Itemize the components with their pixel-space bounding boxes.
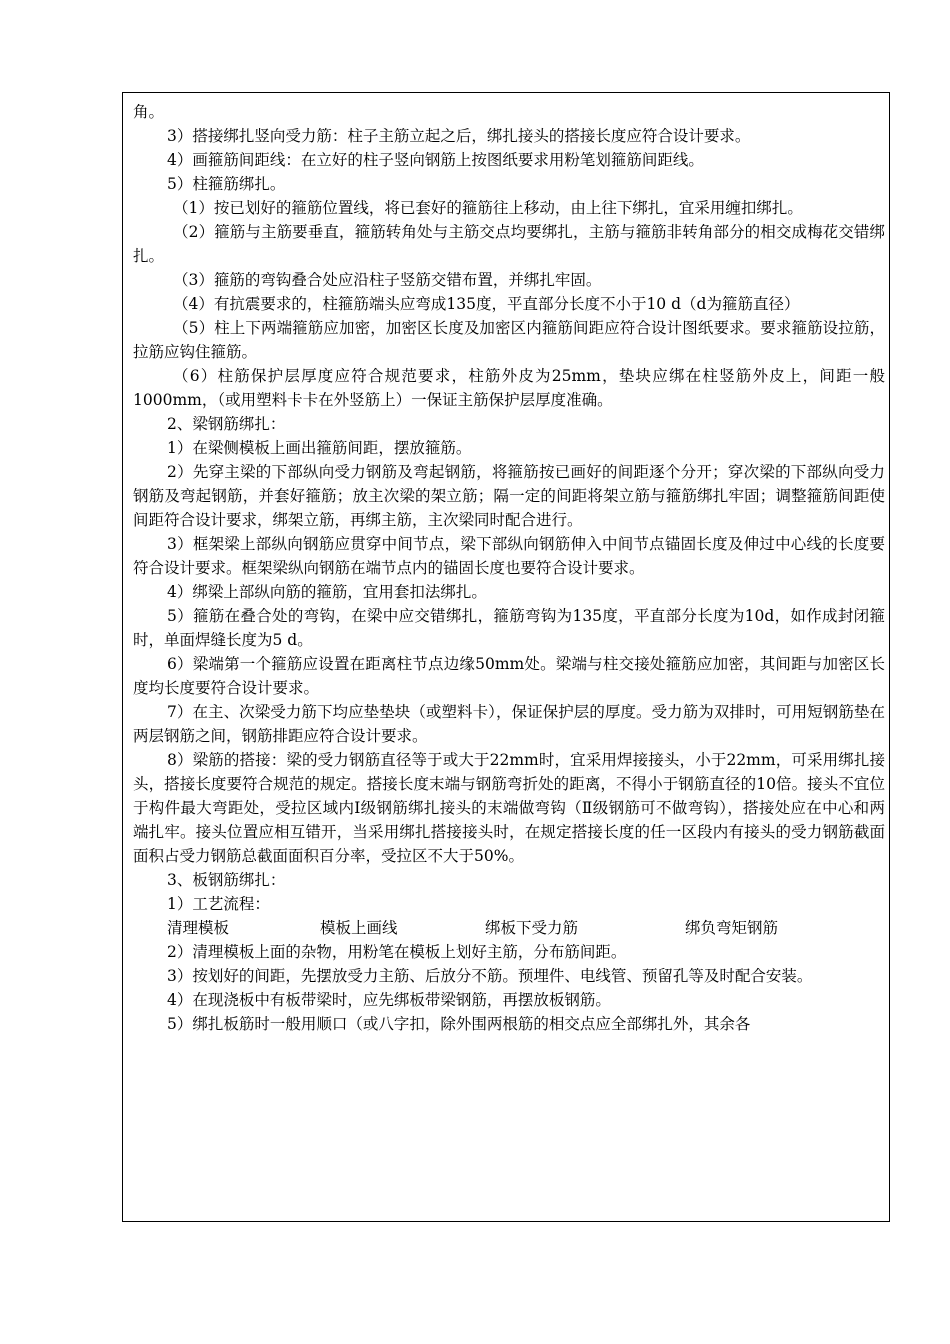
paragraph: 8）梁筋的搭接：梁的受力钢筋直径等于或大于22mm时，宜采用焊接接头，小于22mm，可采用绑扎接头，搭接长度要符合规范的规定。搭接长度末端与钢筋弯折处的距离，不得小于钢筋直径的10倍。接头不宜位于构件最大弯距处，受拉区域内Ⅰ级钢筋绑扎接头的末端做弯钩（Ⅱ级钢筋可不做弯钩），搭接处应在中心和两端扎牢。接头位置应相互错开，当采用绑扎搭接接头时，在规定搭接长度的任一区段内有接头的受力钢筋截面面积占受力钢筋总截面面积百分率，受拉区不大于50%。 — [133, 751, 885, 865]
section-heading: 3、板钢筋绑扎： — [167, 871, 286, 889]
paragraph: 角。 — [133, 103, 165, 121]
paragraph: 4）绑梁上部纵向筋的箍筋，宜用套扣法绑扎。 — [167, 583, 487, 601]
flow-step: 清理模板 — [167, 919, 230, 937]
paragraph: 2）清理模板上面的杂物，用粉笔在模板上划好主筋，分布筋间距。 — [167, 943, 627, 961]
paragraph: 1）工艺流程： — [167, 895, 270, 913]
process-flow — [133, 916, 885, 940]
flow-step: 绑板下受力筋 — [485, 919, 579, 937]
paragraph: （3）箍筋的弯钩叠合处应沿柱子竖筋交错布置，并绑扎牢固。 — [173, 271, 602, 289]
flow-step: 绑负弯矩钢筋 — [685, 919, 779, 937]
document-body — [133, 100, 885, 1036]
paragraph: （5）柱上下两端箍筋应加密，加密区长度及加密区内箍筋间距应符合设计图纸要求。要求箍筋设拉筋，拉筋应钩住箍筋。 — [133, 319, 885, 361]
paragraph: 3）搭接绑扎竖向受力筋：柱子主筋立起之后，绑扎接头的搭接长度应符合设计要求。 — [167, 127, 751, 145]
paragraph: （6）柱筋保护层厚度应符合规范要求，柱筋外皮为25mm，垫块应绑在柱竖筋外皮上，间距一般1000mm，（或用塑料卡卡在外竖筋上）一保证主筋保护层厚度准确。 — [133, 367, 885, 409]
paragraph: 3）按划好的间距，先摆放受力主筋、后放分不筋。预埋件、电线管、预留孔等及时配合安装。 — [167, 967, 813, 985]
paragraph: 7）在主、次梁受力筋下均应垫垫块（或塑料卡），保证保护层的厚度。受力筋为双排时，可用短钢筋垫在两层钢筋之间，钢筋排距应符合设计要求。 — [133, 703, 885, 745]
section-heading: 2、梁钢筋绑扎： — [167, 415, 286, 433]
paragraph: 4）画箍筋间距线：在立好的柱子竖向钢筋上按图纸要求用粉笔划箍筋间距线。 — [167, 151, 704, 169]
paragraph: 2）先穿主梁的下部纵向受力钢筋及弯起钢筋，将箍筋按已画好的间距逐个分开；穿次梁的下部纵向受力钢筋及弯起钢筋，并套好箍筋；放主次梁的架立筋；隔一定的间距将架立筋与箍筋绑扎牢固；调整箍筋间距使间距符合设计要求，绑架立筋，再绑主筋，主次梁同时配合进行。 — [133, 463, 885, 529]
paragraph: （4）有抗震要求的，柱箍筋端头应弯成135度，平直部分长度不小于10 d（d为箍筋直径） — [173, 295, 800, 313]
paragraph: 5）柱箍筋绑扎。 — [167, 175, 286, 193]
flow-step: 模板上画线 — [320, 919, 398, 937]
paragraph: 4）在现浇板中有板带梁时，应先绑板带梁钢筋，再摆放板钢筋。 — [167, 991, 611, 1009]
paragraph: 1）在梁侧模板上画出箍筋间距，摆放箍筋。 — [167, 439, 472, 457]
paragraph: 5）绑扎板筋时一般用顺口（或八字扣，除外围两根筋的相交点应全部绑扎外，其余各 — [167, 1015, 751, 1033]
paragraph: 3）框架梁上部纵向钢筋应贯穿中间节点，梁下部纵向钢筋伸入中间节点锚固长度及伸过中心线的长度要符合设计要求。框架梁纵向钢筋在端节点内的锚固长度也要符合设计要求。 — [133, 535, 885, 577]
paragraph: （2）箍筋与主筋要垂直，箍筋转角处与主筋交点均要绑扎，主筋与箍筋非转角部分的相交成梅花交错绑扎。 — [133, 223, 885, 265]
paragraph: 5）箍筋在叠合处的弯钩，在梁中应交错绑扎，箍筋弯钩为135度，平直部分长度为10d，如作成封闭箍时，单面焊缝长度为5 d。 — [133, 607, 885, 649]
paragraph: 6）梁端第一个箍筋应设置在距离柱节点边缘50mm处。梁端与柱交接处箍筋应加密，其间距与加密区长度均长度要符合设计要求。 — [133, 655, 885, 697]
paragraph: （1）按已划好的箍筋位置线，将已套好的箍筋往上移动，由上往下绑扎，宜采用缠扣绑扎。 — [173, 199, 803, 217]
